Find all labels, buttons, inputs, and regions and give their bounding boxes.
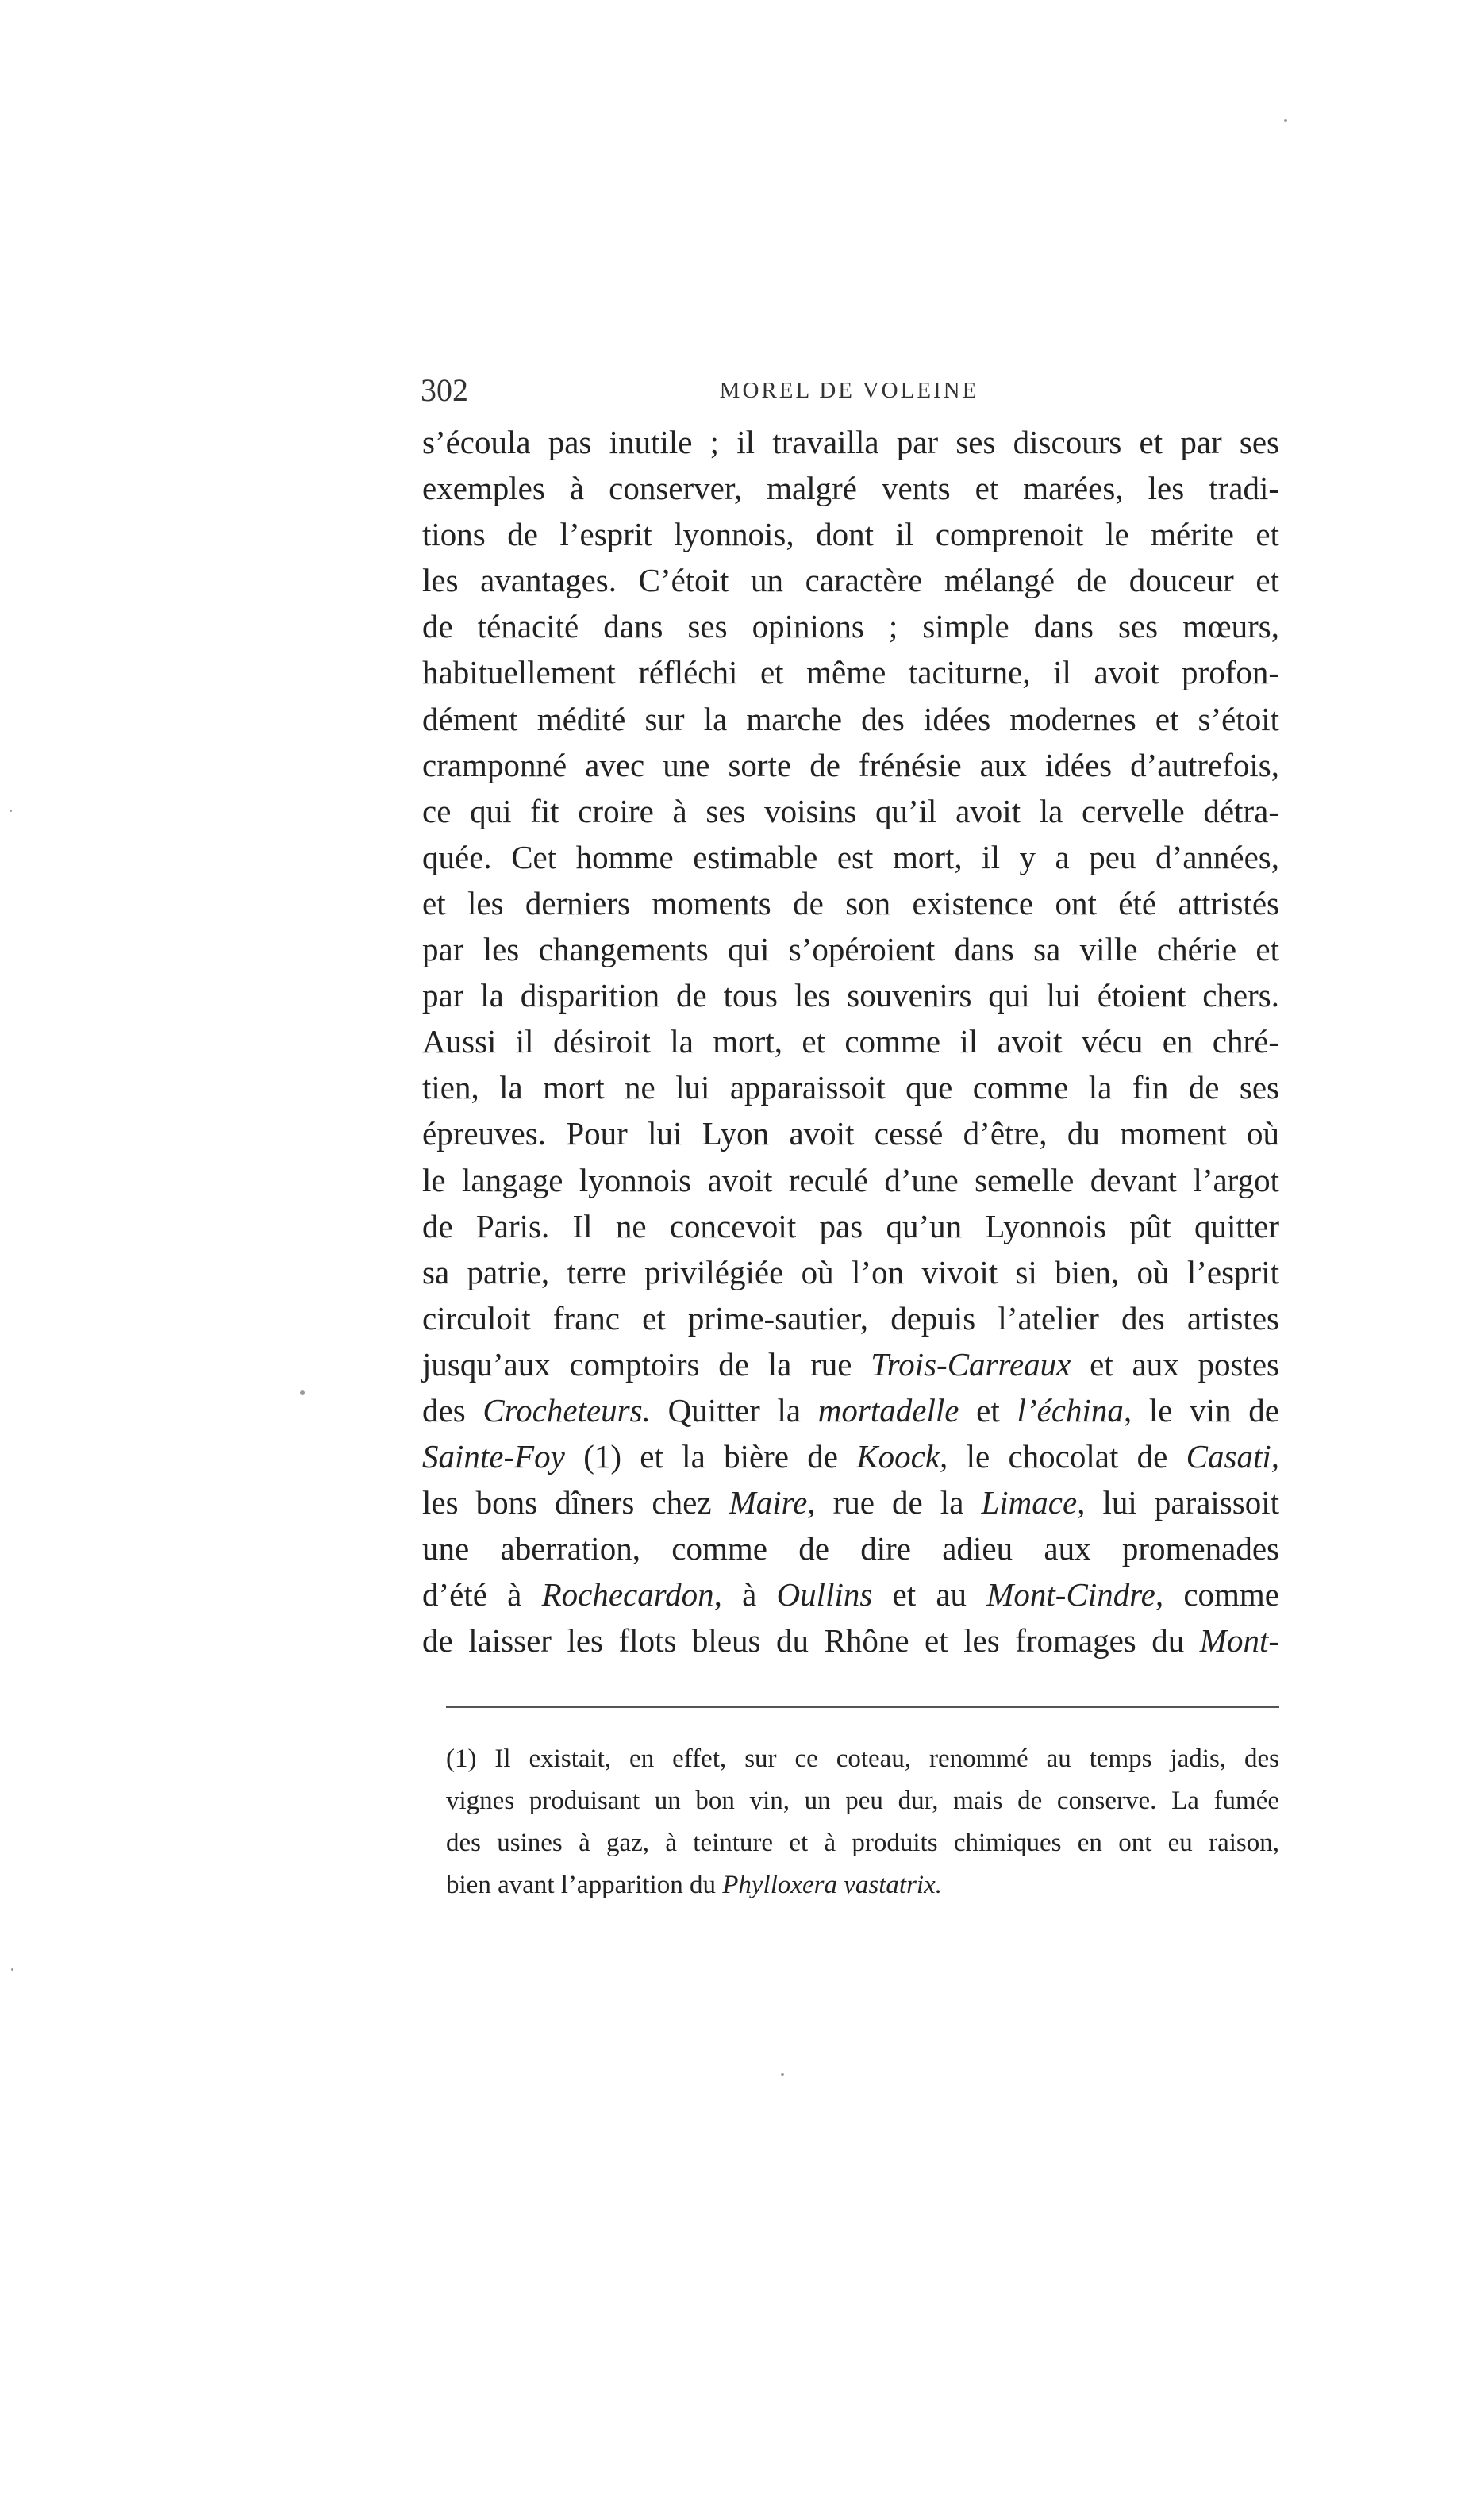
text-line: [422, 1203, 1279, 1249]
text-segment: Aussi il désiroit la mort, et comme il avoit vécu en chré-: [422, 1023, 1279, 1060]
text-segment: jusqu’aux comptoirs de la rue: [422, 1345, 871, 1383]
text-line: [422, 557, 1279, 603]
text-segment: tien, la mort ne lui apparaissoit que comme la fin de ses: [422, 1069, 1279, 1106]
text-line: [422, 1571, 1279, 1617]
text-segment: bien avant l’apparition du: [446, 1871, 723, 1899]
text-segment: et au: [872, 1576, 987, 1614]
text-segment: à: [721, 1576, 777, 1614]
text-segment: et les derniers moments de son existence ont été attristés: [422, 884, 1279, 921]
italic-text: Oullins: [776, 1576, 873, 1614]
text-segment: quée. Cet homme estimable est mort, il y a peu d’années,: [422, 838, 1279, 875]
text-segment: des: [422, 1391, 483, 1429]
text-line: [422, 972, 1279, 1018]
text-line: [422, 1525, 1279, 1571]
italic-text: Phylloxera vastatrix.: [722, 1871, 942, 1899]
text-segment: par la disparition de tous les souvenirs qui lui étoient chers.: [422, 977, 1279, 1014]
text-line: [422, 696, 1279, 742]
text-line: [422, 649, 1279, 695]
text-line: [422, 926, 1279, 972]
text-line: [422, 1064, 1279, 1110]
text-segment: Quitter la: [650, 1391, 818, 1429]
text-segment: exemples à conserver, malgré vents et marées, les tradi-: [422, 470, 1279, 507]
text-segment: le langage lyonnois avoit reculé d’une semelle devant l’argot: [422, 1161, 1279, 1198]
text-segment: dément médité sur la marche des idées modernes et s’étoit: [422, 700, 1279, 737]
text-line: [422, 1617, 1279, 1664]
text-line: [422, 1018, 1279, 1064]
text-segment: rue de la: [815, 1484, 982, 1521]
text-segment: (1) Il existait, en effet, sur ce coteau, renommé au temps jadis, des: [446, 1744, 1279, 1773]
italic-text: Rochecardon,: [541, 1576, 722, 1614]
text-line: [422, 1110, 1279, 1156]
text-segment: et aux postes: [1071, 1345, 1279, 1383]
italic-text: mortadelle: [817, 1391, 959, 1429]
italic-text: Mont-: [1199, 1622, 1279, 1660]
italic-text: Trois-Carreaux: [871, 1345, 1071, 1383]
italic-text: Crocheteurs.: [482, 1391, 651, 1429]
text-line: [422, 880, 1279, 926]
text-line: [422, 419, 1279, 465]
text-segment: épreuves. Pour lui Lyon avoit cessé d’être, du moment où: [422, 1115, 1279, 1152]
text-segment: (1) et la bière de: [564, 1438, 857, 1475]
text-line: [422, 834, 1279, 880]
text-segment: une aberration, comme de dire adieu aux promenades: [422, 1530, 1279, 1567]
scan-speck: [11, 1968, 13, 1971]
text-segment: de laisser les flots bleus du Rhône et les fromages du: [422, 1622, 1200, 1660]
text-segment: les bons dîners chez: [422, 1484, 729, 1521]
text-line: [422, 788, 1279, 834]
text-line: [422, 465, 1279, 511]
text-segment: de Paris. Il ne concevoit pas qu’un Lyonnois pût quitter: [422, 1207, 1279, 1244]
text-segment: tions de l’esprit lyonnois, dont il comprenoit le mérite et: [422, 516, 1279, 553]
footnote-line: [446, 1780, 1279, 1822]
text-segment: par les changements qui s’opéroient dans sa ville chérie et: [422, 931, 1279, 968]
text-line: [422, 1341, 1279, 1387]
scan-speck: [10, 810, 12, 812]
text-segment: vignes produisant un bon vin, un peu dur, mais de conserve. La fumée: [446, 1787, 1279, 1815]
text-segment: ce qui fit croire à ses voisins qu’il avoit la cervelle détra-: [422, 792, 1279, 829]
text-line: [422, 742, 1279, 788]
footnote-divider: [446, 1706, 1279, 1708]
text-line: [422, 511, 1279, 557]
text-segment: lui paraissoit: [1085, 1484, 1280, 1521]
text-line: [422, 1295, 1279, 1341]
text-line: [422, 1249, 1279, 1295]
footnote-line: [446, 1738, 1279, 1780]
italic-text: l’échina,: [1017, 1391, 1132, 1429]
scan-speck: [1284, 119, 1287, 122]
footnote-line: [446, 1864, 1279, 1906]
italic-text: Limace,: [981, 1484, 1086, 1521]
text-segment: sa patrie, terre privilégiée où l’on vivoit si bien, où l’esprit: [422, 1253, 1279, 1290]
scan-speck: [300, 1390, 305, 1395]
italic-text: Koock,: [856, 1438, 948, 1475]
page-number: 302: [421, 372, 468, 408]
text-line: [422, 1479, 1279, 1525]
text-segment: le chocolat de: [948, 1438, 1186, 1475]
text-segment: de ténacité dans ses opinions ; simple dans ses mœurs,: [422, 608, 1279, 645]
text-segment: des usines à gaz, à teinture et à produits chimiques en ont eu raison,: [446, 1829, 1279, 1857]
footnote: [446, 1738, 1279, 1906]
text-segment: les avantages. C’étoit un caractère mélangé de douceur et: [422, 562, 1279, 599]
italic-text: Maire,: [729, 1484, 816, 1521]
text-segment: s’écoula pas inutile ; il travailla par ses discours et par ses: [422, 424, 1279, 460]
running-header: [421, 367, 1278, 414]
text-line: [422, 603, 1279, 649]
italic-text: Sainte-Foy: [422, 1438, 565, 1475]
text-segment: le vin de: [1132, 1391, 1280, 1429]
text-line: [422, 1387, 1279, 1433]
text-segment: d’été à: [422, 1576, 542, 1614]
text-line: [422, 1157, 1279, 1203]
text-line: [422, 1433, 1279, 1479]
body-text: [422, 419, 1279, 1664]
scan-speck: [781, 2073, 784, 2076]
text-segment: et: [959, 1391, 1017, 1429]
italic-text: Casati,: [1186, 1438, 1279, 1475]
text-segment: circuloit franc et prime-sautier, depuis l’atelier des artistes: [422, 1299, 1279, 1337]
italic-text: Mont-Cindre,: [986, 1576, 1164, 1614]
text-segment: cramponné avec une sorte de frénésie aux idées d’autrefois,: [422, 746, 1279, 783]
footnote-line: [446, 1822, 1279, 1864]
text-segment: comme: [1163, 1576, 1279, 1614]
text-segment: habituellement réfléchi et même taciturne, il avoit profon-: [422, 654, 1279, 691]
running-title: MOREL DE VOLEINE: [719, 378, 979, 403]
